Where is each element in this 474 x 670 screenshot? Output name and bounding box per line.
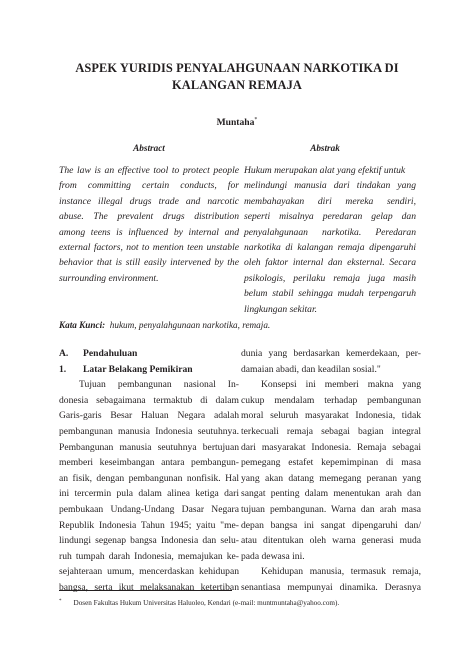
section-number: A. bbox=[59, 348, 69, 359]
keywords-label: Kata Kunci: bbox=[59, 320, 106, 330]
abstract-id-line: penyalahgunaan narkotika. Peredaran bbox=[244, 226, 416, 238]
author bbox=[0, 117, 474, 128]
abstract-en-line: from committing certain conducts, for bbox=[59, 180, 239, 192]
body-line: Tujuan pembangunan nasional In- bbox=[79, 379, 239, 391]
body-line: Konsepsi ini memberi makna yang bbox=[261, 379, 421, 391]
body-line: lindungi segenap bangsa Indonesia dan selu- bbox=[59, 535, 239, 547]
subsection-number: 1. bbox=[59, 363, 67, 375]
body-line: pemegang estafet kepemimpinan di masa bbox=[241, 457, 421, 469]
abstract-id-heading: Abstrak bbox=[310, 143, 340, 153]
body-line: dunia yang berdasarkan kemerdekaan, per- bbox=[241, 348, 421, 359]
abstract-en-line: among teens is influenced by internal and bbox=[59, 226, 239, 238]
section-title: Pendahuluan bbox=[83, 348, 138, 359]
abstract-en-heading: Abstract bbox=[133, 143, 165, 153]
body-line: Pembangunan manusia seutuhnya bertujuan bbox=[59, 441, 239, 453]
author-footnote-mark: * bbox=[254, 117, 258, 123]
abstract-en-text bbox=[59, 163, 239, 286]
abstract-id-line: belum stabil sehingga mudah terpengaruh bbox=[244, 288, 416, 300]
body-line: damaian abadi, dan keadilan sosial." bbox=[241, 363, 381, 375]
body-line: terkecuali remaja sebagai bagian integral bbox=[241, 425, 421, 437]
body-line: dari masyarakat Indonesia. Remaja sebagai bbox=[241, 441, 421, 453]
section-heading bbox=[59, 346, 239, 362]
body-line: sejahteraan umum, mencerdaskan kehidupan bbox=[59, 566, 239, 578]
author-name: Muntaha bbox=[216, 117, 255, 128]
abstract-en-line: external factors, not to mention teen unstable bbox=[59, 242, 239, 254]
abstract-en-line: behavior that is still easily intervened by the bbox=[59, 257, 239, 269]
abstract-id-line: lingkungan sekitar. bbox=[244, 303, 318, 315]
footnote bbox=[59, 599, 339, 607]
abstract-id-line: seperti misalnya peredaran gelap dan bbox=[244, 211, 416, 223]
keywords bbox=[59, 320, 270, 330]
abstract-id-text bbox=[244, 163, 416, 317]
body-line: ini tercermin pula dalam alinea ketiga dari bbox=[59, 488, 239, 500]
abstract-id-line: oleh faktor internal dan eksternal. Secara bbox=[244, 257, 416, 269]
title-line-2: KALANGAN REMAJA bbox=[172, 78, 302, 92]
body-line: depan bangsa ini sangat dipengaruhi dan/ bbox=[241, 519, 421, 531]
body-line: Kehidupan manusia, termasuk remaja, bbox=[261, 566, 421, 578]
abstract-id-line: melindungi manusia dari tindakan yang bbox=[244, 180, 416, 192]
subsection-title: Latar Belakang Pemikiran bbox=[83, 363, 193, 375]
body-line: ruh tumpah darah Indonesia, memajukan ke- bbox=[59, 550, 239, 562]
subsection-heading bbox=[59, 362, 239, 378]
footnote-text: Dosen Fakultas Hukum Universitas Haluoleo, Kendari (e-mail: muntmuntaha@yahoo.com). bbox=[73, 599, 340, 607]
body-line: pada dewasa ini. bbox=[241, 550, 305, 562]
abstract-en-line: surrounding environment. bbox=[59, 272, 159, 284]
body-line: Republik Indonesia Tahun 1945; yaitu "me- bbox=[59, 519, 239, 531]
abstract-en-line: abuse. The prevalent drugs distribution bbox=[59, 211, 239, 223]
footnote-divider bbox=[59, 590, 232, 591]
body-line: an fisik, dengan pembangunan nonfisik. Hal bbox=[59, 472, 239, 484]
body-line: memberi keseimbangan antara pembangun- bbox=[59, 457, 239, 469]
abstract-id-line: psikologis, perilaku remaja juga masih bbox=[244, 272, 416, 284]
body-line: pembangunan manusia Indonesia seutuhnya. bbox=[59, 425, 239, 437]
body-line: bangsa, serta ikut melaksanakan ketertiban bbox=[59, 581, 239, 593]
abstract-en-line: The law is an effective tool to protect people bbox=[59, 165, 239, 176]
keywords-text: hukum, penyalahgunaan narkotika, remaja. bbox=[109, 320, 271, 330]
footnote-mark: * bbox=[59, 599, 62, 604]
body-line: moral seluruh masyarakat Indonesia, tidak bbox=[241, 410, 421, 422]
abstract-id-line: Hukum merupakan alat yang efektif untuk bbox=[244, 165, 406, 176]
paper-title bbox=[40, 60, 434, 94]
body-line: donesia sebagaimana termaktub di dalam bbox=[59, 394, 239, 406]
body-left-column bbox=[59, 346, 239, 596]
body-line: yang akan datang memegang peranan yang bbox=[241, 472, 421, 484]
body-line: atau ditentukan oleh warna generasi muda bbox=[241, 535, 421, 547]
body-line: senantiasa mempunyai dinamika. Derasnya bbox=[241, 581, 421, 593]
body-line: pembukaan Undang-Undang Dasar Negara bbox=[59, 503, 239, 515]
abstract-id-line: narkotika di kalangan remaja dipengaruhi bbox=[244, 242, 416, 254]
body-line: sangat penting dalam menentukan arah dan bbox=[241, 488, 421, 500]
body-right-column bbox=[241, 346, 421, 596]
body-line: cukup mendalam terhadap pembangunan bbox=[241, 394, 421, 406]
abstract-id-line: membahayakan diri mereka sendiri, bbox=[244, 195, 416, 207]
abstract-en-line: instance illegal drugs trade and narcotic bbox=[59, 195, 239, 207]
body-line: Garis-garis Besar Haluan Negara adalah bbox=[59, 410, 239, 422]
title-line-1: ASPEK YURIDIS PENYALAHGUNAAN NARKOTIKA DI bbox=[75, 61, 399, 75]
body-line: tujuan pembangunan. Warna dan arah masa bbox=[241, 503, 421, 515]
